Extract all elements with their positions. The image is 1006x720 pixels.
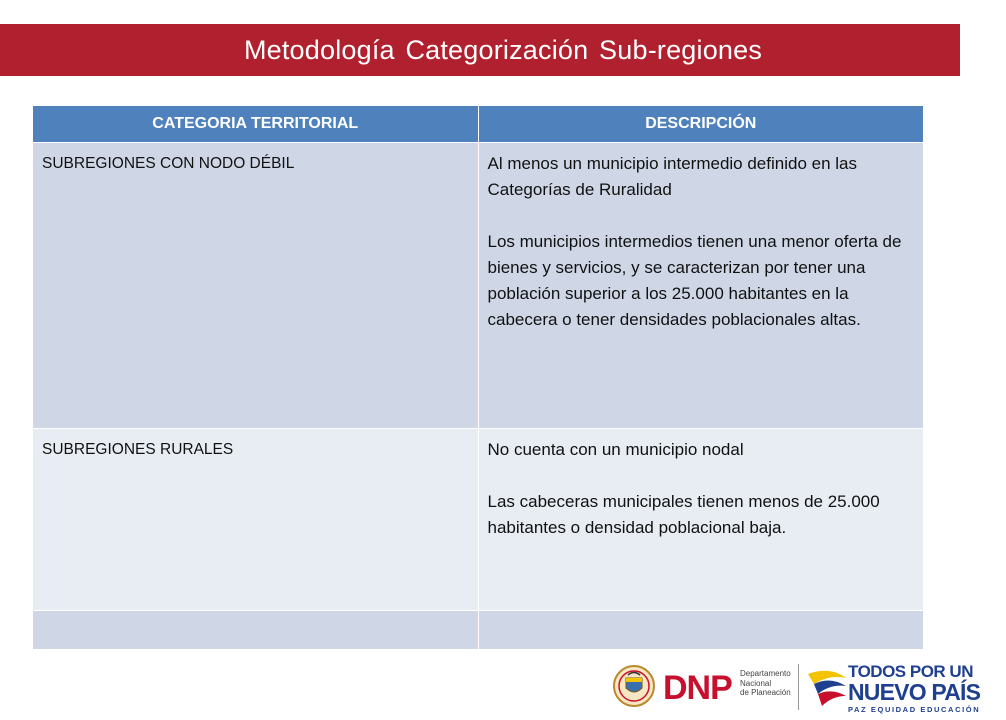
dnp-logo-icon [663,666,737,706]
colombia-seal-icon [612,664,656,708]
description-cell [478,611,923,650]
header-description: DESCRIPCIÓN [478,106,923,143]
category-cell [33,611,478,650]
footer-logos [612,660,981,716]
slogan-top: TODOS POR UN [848,662,973,681]
svg-text:DNP: DNP [663,669,732,707]
colombia-flag-swoosh-icon [802,664,850,712]
category-cell: SUBREGIONES RURALES [33,429,478,611]
slogan-main: NUEVO PAÍS [848,679,981,705]
category-table [33,106,923,649]
dnp-label-line: Nacional [740,678,772,688]
table-header-row [33,106,923,143]
description-paragraph: Al menos un municipio intermedio definido en las Categorías de Ruralidad [487,154,857,199]
category-cell: SUBREGIONES CON NODO DÉBIL [33,143,478,429]
dnp-label [740,669,800,698]
description-paragraph: No cuenta con un municipio nodal [487,440,744,459]
dnp-label-line: de Planeación [740,688,791,697]
slogan-sub: PAZ EQUIDAD EDUCACIÓN [848,705,981,714]
slide-title: Metodología Categorización Sub-regiones [243,35,763,65]
description-paragraph: Los municipios intermedios tienen una menor oferta de bienes y servicios, y se caracterizan por tener una población superior a los 25.000 habitantes en la cabecera o tener densidades poblacionales altas. [487,232,902,329]
table-row-empty [33,611,923,650]
description-cell [478,143,923,429]
description-cell [478,429,923,611]
table-row [33,143,923,429]
dnp-label-line: Departamento [740,669,791,678]
header-category: CATEGORIA TERRITORIAL [33,106,478,143]
logo-divider [798,664,799,710]
description-paragraph: Las cabeceras municipales tienen menos de 25.000 habitantes o densidad poblacional baja. [487,492,880,537]
table-row [33,429,923,611]
